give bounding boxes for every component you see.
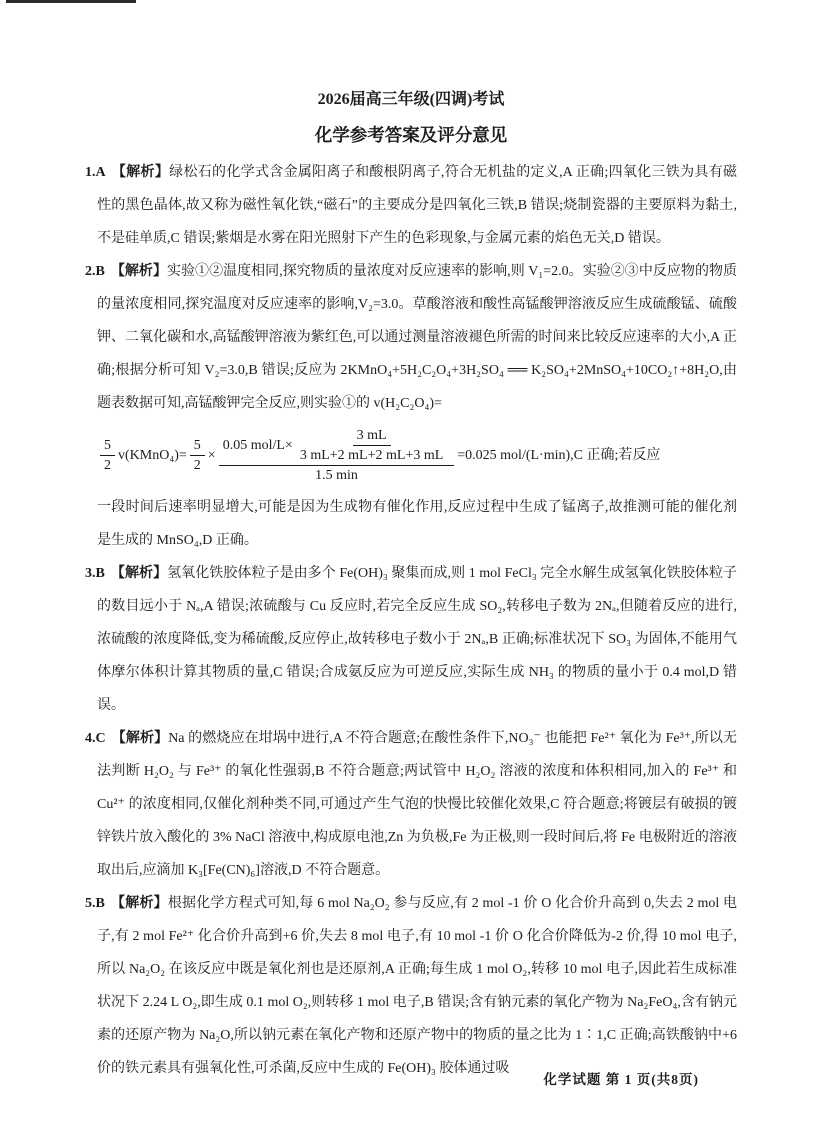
answer-item-3 xyxy=(85,557,737,722)
fraction-coefficient-2: $\frac{5}{2}$ xyxy=(190,436,205,475)
outer-denominator: 1.5 min xyxy=(315,468,358,483)
outer-numerator-prefix: 0.05 mol/L× xyxy=(222,438,293,453)
answer-item-2 xyxy=(85,255,737,557)
answer-text: Na 的燃烧应在坩埚中进行,A 不符合题意;在酸性条件下,NO₃⁻ 也能把 Fe²⁺ 氧化为 Fe³⁺,所以无法判断 H₂O₂ 与 Fe³⁺ 的氧化性强弱,B 不符合题意;两试管中 H₂O₂ 溶液的浓度和体积相同,加入的 Fe³⁺ 和 Cu²⁺ 的浓度相同,仅催化剂种类不同,可通过产生气泡的快慢比较催化效果,C 符合题意;将镀层有破损的镀锌铁片放入酸化的 3% NaCl 溶液中,构成原电池,Zn 为负极,Fe 为正极,则一段时间后,将 Fe 电极附近的溶液取出后,应滴加 K₃[Fe(CN)₆]溶液,D 不符合题意。 xyxy=(97,731,738,878)
fraction-coefficient-1: $\frac{5}{2}$ xyxy=(100,436,115,475)
page-footer: 化学试题 第 1 页(共8页) xyxy=(543,1072,699,1087)
multiplication-sign: × xyxy=(207,447,216,463)
formula-result: =0.025 mol/(L·min),C 正确;若反应 xyxy=(457,447,661,463)
answer-text: 根据化学方程式可知,每 6 mol Na₂O₂ 参与反应,有 2 mol -1 价 O 化合价升高到 0,失去 2 mol 电子,有 2 mol Fe²⁺ 化合价升高到+6 价,失去 8 mol 电子,有 10 mol -1 价 O 化合价降低为-2 价,得 10 mol 电子,所以 Na₂O₂ 在该反应中既是氧化剂也是还原剂,A 正确;每生成 1 mol O₂,转移 10 mol 电子,因此若生成标准状况下 2.24 L O₂,即生成 0.1 mol O₂,则转移 1 mol 电子,B 错误;含有钠元素的氧化产物为 Na₂FeO₄,含有钠元素的还原产物为 Na₂O,所以钠元素在氧化产物和还原产物中的物质的量之比为 1∶1,C 正确;高铁酸钠中+6 价的铁元素具有强氧化性,可杀菌,反应中生成的 Fe(OH)₃ 胶体通过吸 xyxy=(97,896,737,1076)
fraction-inner: $\frac{3 mL}{3 mL+2 mL+2 mL+3 mL}$ xyxy=(299,428,444,463)
analysis-label: 【解析】 xyxy=(110,264,167,279)
answer-number: 2.B xyxy=(85,264,105,279)
exam-title: 2026届高三年级(四调)考试 xyxy=(317,91,505,108)
answer-item-1 xyxy=(85,156,737,255)
answer-key-title: 化学参考答案及评分意见 xyxy=(314,125,508,145)
answer-item-5 xyxy=(85,887,737,1085)
answer-number: 1.A xyxy=(85,165,106,180)
answer-number: 5.B xyxy=(85,896,105,911)
answer-text: 氢氧化铁胶体粒子是由多个 Fe(OH)₃ 聚集而成,则 1 mol FeCl₃ 完全水解生成氢氧化铁胶体粒子的数目远小于 Nₐ,A 错误;浓硫酸与 Cu 反应时,若完全反应生成 SO₂,转移电子数为 2Nₐ,但随着反应的进行,浓硫酸的浓度降低,变为稀硫酸,反应停止,故转移电子数小于 2Nₐ,B 正确;标准状况下 SO₃ 为固体,不能用气体摩尔体积计算其物质的量,C 错误;合成氨反应为可逆反应,实际生成 NH₃ 的物质的量小于 0.4 mol,D 错误。 xyxy=(97,566,738,713)
formula-lhs: v(KMnO₄)= xyxy=(118,447,187,463)
answer-number: 3.B xyxy=(85,566,105,581)
scan-artifact xyxy=(6,0,136,3)
analysis-label: 【解析】 xyxy=(110,566,168,581)
answer-item-4 xyxy=(85,722,737,887)
answer-number: 4.C xyxy=(85,731,106,746)
answer-text-continued: 一段时间后速率明显增大,可能是因为生成物有催化作用,反应过程中生成了锰离子,故推测可能的催化剂是生成的 MnSO₄,D 正确。 xyxy=(97,500,737,548)
analysis-label: 【解析】 xyxy=(111,165,170,180)
answer-text: 实验①②温度相同,探究物质的量浓度对反应速率的影响,则 V₁=2.0。实验②③中反应物的物质的量浓度相同,探究温度对反应速率的影响,V₂=3.0。草酸溶液和酸性高锰酸钾溶液反应生成硫酸锰、硫酸钾、二氧化碳和水,高锰酸钾溶液为紫红色,可以通过测量溶液褪色所需的时间来比较反应速率的大小,A 正确;根据分析可知 V₂=3.0,B 错误;反应为 2KMnO₄+5H₂C₂O₄+3H₂SO₄ ══ K₂SO₄+2MnSO₄+10CO₂↑+8H₂O,由题表数据可知,高锰酸钾完全反应,则实验①的 v(H₂C₂O₄)= xyxy=(97,264,737,411)
analysis-label: 【解析】 xyxy=(110,896,168,911)
answer-text: 绿松石的化学式含金属阳离子和酸根阴离子,符合无机盐的定义,A 正确;四氧化三铁为具有磁性的黑色晶体,故又称为磁性氧化铁,“磁石”的主要成分是四氧化三铁,B 错误;烧制瓷器的主要原料为黏土,不是硅单质,C 错误;紫烟是水雾在阳光照射下产生的色彩现象,与金属元素的焰色无关,D 错误。 xyxy=(97,165,737,246)
analysis-label: 【解析】 xyxy=(111,731,169,746)
fraction-outer xyxy=(219,426,455,485)
rate-calculation-formula xyxy=(97,426,737,485)
